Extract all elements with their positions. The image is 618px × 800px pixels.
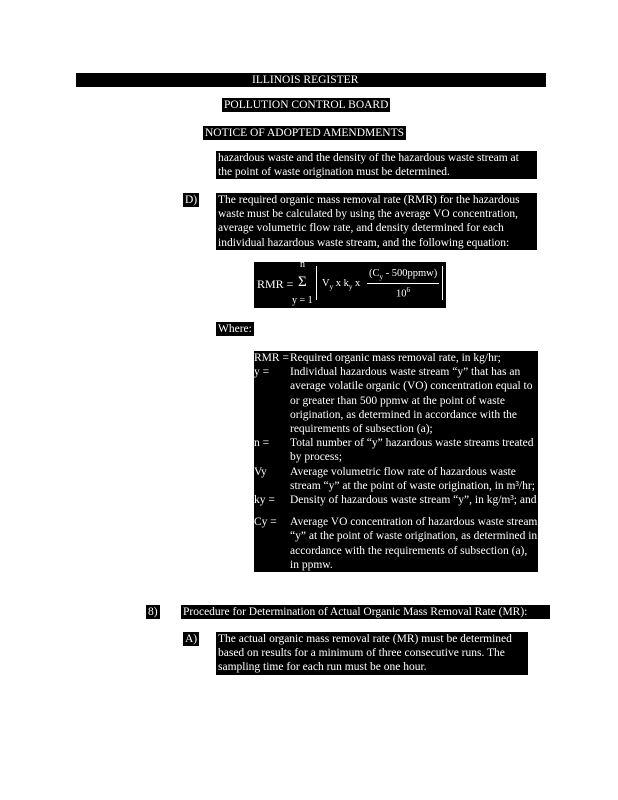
definition-text: Individual hazardous waste stream “y” that has an average volatile organic (VO) concentration equal to or greater than 500 ppmw at the point of waste origination, as determined in accordance with the requirements of subsection (a); <box>290 366 533 436</box>
equation-upper-limit: n <box>300 259 305 270</box>
notice-title: NOTICE OF ADOPTED AMENDMENTS <box>205 127 405 139</box>
definitions-list <box>254 351 538 572</box>
equation-lhs: RMR = <box>257 277 294 291</box>
definition-term: RMR = <box>254 352 289 364</box>
definition-row <box>254 436 538 464</box>
definition-row <box>254 493 538 507</box>
rmr-equation <box>254 259 446 308</box>
item-d-label: D) <box>185 194 198 206</box>
equation-lower-limit: y = 1 <box>292 295 313 306</box>
register-title: ILLINOIS REGISTER <box>252 74 359 86</box>
continuation-paragraph: hazardous waste and the density of the hazardous waste stream at the point of waste origination must be determined. <box>216 151 537 179</box>
definition-term: n = <box>254 437 270 450</box>
equation-fraction-bar <box>367 283 439 284</box>
item-a-label: A) <box>185 633 198 645</box>
where-label: Where: <box>218 323 252 335</box>
definition-term: Vy <box>254 465 267 478</box>
definition-text: Average volumetric flow rate of hazardous waste stream “y” at the point of waste origination, in m³/hr; <box>290 465 535 492</box>
definition-row <box>254 515 538 572</box>
section-8-heading: Procedure for Determination of Actual Organic Mass Removal Rate (MR): <box>181 605 550 619</box>
item-a-paragraph: The actual organic mass removal rate (MR) must be determined based on results for a minimum of three consecutive runs. The sampling time for each run must be one hour. <box>216 632 528 675</box>
equation-left-bar <box>316 266 317 300</box>
equation-right-bar <box>442 266 443 300</box>
definition-term: Cy = <box>254 516 277 529</box>
item-d-paragraph: The required organic mass removal rate (RMR) for the hazardous waste must be calculated by using the average VO concentration, average volumetric flow rate, and density determined for each individual hazardous waste stream, and the following equation: <box>216 193 537 250</box>
equation-sum-symbol: Σ <box>298 274 307 290</box>
definition-row <box>254 351 538 365</box>
definition-row <box>254 365 538 436</box>
board-title: POLLUTION CONTROL BOARD <box>224 99 389 111</box>
definition-row <box>254 465 538 493</box>
equation-denominator: $10^6$ <box>396 286 410 300</box>
definition-text: Density of hazardous waste stream “y”, in kg/m³; and <box>290 494 537 507</box>
section-8-label: 8) <box>148 606 158 618</box>
definition-term: y = <box>254 366 270 379</box>
definition-text: Average VO concentration of hazardous waste stream “y” at the point of waste origination, as determined in accordance with the requirements of subsection (a), in ppmw. <box>290 516 538 571</box>
definition-text: Required organic mass removal rate, in kg/hr; <box>290 352 501 364</box>
equation-numerator: ($C_y$ - 500ppmw) <box>369 268 438 282</box>
equation-terms: $V_y$ x $k_y$ x <box>322 278 361 292</box>
definition-term: ky = <box>254 494 275 507</box>
definition-text: Total number of “y” hazardous waste streams treated by process; <box>290 437 534 464</box>
